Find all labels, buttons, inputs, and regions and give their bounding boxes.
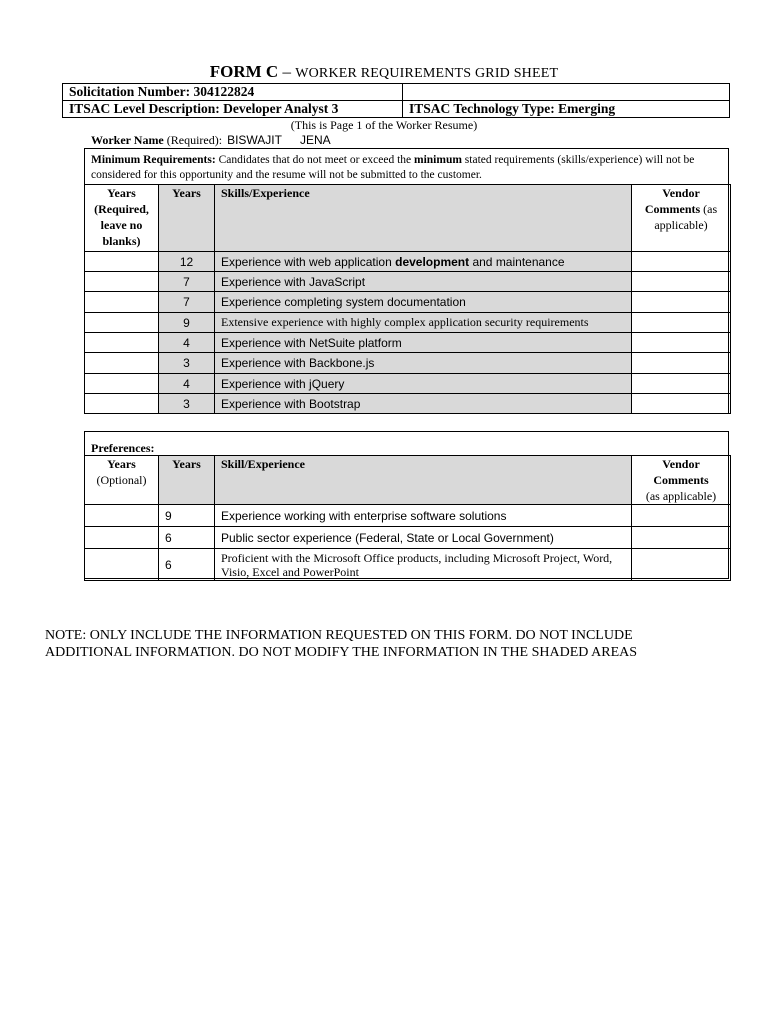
years-required-input[interactable] xyxy=(85,374,159,394)
minimum-requirements-label: Minimum Requirements: xyxy=(91,154,216,166)
col-vendor-comments xyxy=(632,185,731,252)
vendor-comment-input[interactable] xyxy=(632,374,731,394)
vendor-comment-input[interactable] xyxy=(632,252,731,272)
col-years-required-l2: (Required, xyxy=(94,202,149,216)
table-row xyxy=(85,394,731,414)
col-years-optional xyxy=(85,456,159,505)
skill-cell: Proficient with the Microsoft Office products, including Microsoft Project, Word, Visio, Excel and PowerPoint xyxy=(215,549,632,581)
preferences-label: Preferences: xyxy=(91,441,155,455)
intro-text-2: stated requirements (skills/experience) will not be considered for this opportunity and the resume will not be submitted to the customer. xyxy=(91,154,695,181)
skill-cell: Experience with JavaScript xyxy=(215,272,632,292)
worker-required-text: (Required): xyxy=(163,133,226,147)
minimum-requirements-intro xyxy=(85,149,728,183)
years-optional-input[interactable] xyxy=(85,527,159,549)
worker-name-value[interactable] xyxy=(227,133,331,147)
skill-cell: Public sector experience (Federal, State or Local Government) xyxy=(215,527,632,549)
col-years: Years xyxy=(159,185,215,252)
table-row xyxy=(85,505,731,527)
itsac-tech-type: ITSAC Technology Type: Emerging xyxy=(403,101,730,118)
table-row xyxy=(85,549,731,581)
col-vendor-l1: Vendor xyxy=(662,186,700,200)
preferences-section xyxy=(84,431,729,579)
vendor-comment-input[interactable] xyxy=(632,549,731,581)
col-years-required xyxy=(85,185,159,252)
years-optional-input[interactable] xyxy=(85,505,159,527)
years-required-input[interactable] xyxy=(85,333,159,353)
worker-name-line xyxy=(91,133,331,148)
worker-name-label: Worker Name xyxy=(91,133,164,147)
form-title-dash: – xyxy=(278,62,296,81)
years-cell: 9 xyxy=(159,505,215,527)
form-note-line-1: NOTE: ONLY INCLUDE THE INFORMATION REQUESTED ON THIS FORM. DO NOT INCLUDE xyxy=(45,628,633,643)
worker-last-name: JENA xyxy=(299,133,331,147)
table-row xyxy=(85,272,731,292)
years-cell: 7 xyxy=(159,292,215,313)
vendor-comment-input[interactable] xyxy=(632,394,731,414)
form-note-line-2: ADDITIONAL INFORMATION. DO NOT MODIFY THE INFORMATION IN THE SHADED AREAS xyxy=(45,645,638,660)
col-years-required-l3: leave no xyxy=(100,218,143,232)
intro-text-1: Candidates that do not meet or exceed the xyxy=(215,154,414,166)
col-skill: Skill/Experience xyxy=(215,456,632,505)
itsac-level: ITSAC Level Description: Developer Analyst 3 xyxy=(63,101,403,118)
col-years-optional-l2: (Optional) xyxy=(96,473,147,487)
col-vendor-l2: Comments xyxy=(644,202,701,216)
skill-cell: Experience with NetSuite platform xyxy=(215,333,632,353)
years-required-input[interactable] xyxy=(85,252,159,272)
years-cell: 4 xyxy=(159,374,215,394)
skill-text-post: and maintenance xyxy=(469,254,565,269)
col-vendor-comments xyxy=(632,456,731,505)
skill-cell xyxy=(215,252,632,272)
skill-cell: Experience with Backbone.js xyxy=(215,353,632,374)
col-vendor-l4: applicable) xyxy=(654,218,708,232)
vendor-comment-input[interactable] xyxy=(632,505,731,527)
page-note: (This is Page 1 of the Worker Resume) xyxy=(290,118,478,132)
years-cell: 6 xyxy=(159,527,215,549)
solicitation-number: Solicitation Number: 304122824 xyxy=(63,84,403,101)
skill-cell: Experience completing system documentation xyxy=(215,292,632,313)
form-title xyxy=(0,62,768,82)
form-title-code: FORM C xyxy=(209,62,279,81)
header-blank-cell xyxy=(403,84,730,101)
table-row xyxy=(85,313,731,333)
table-row xyxy=(85,333,731,353)
table-row xyxy=(85,292,731,313)
skill-cell: Experience working with enterprise software solutions xyxy=(215,505,632,527)
skill-text: Experience with web application xyxy=(221,254,396,269)
years-required-input[interactable] xyxy=(85,353,159,374)
col-years: Years xyxy=(159,456,215,505)
years-cell: 3 xyxy=(159,353,215,374)
form-title-text: WORKER REQUIREMENTS GRID SHEET xyxy=(295,66,559,81)
years-required-input[interactable] xyxy=(85,292,159,313)
preferences-table xyxy=(84,455,731,581)
years-cell: 3 xyxy=(159,394,215,414)
vendor-comment-input[interactable] xyxy=(632,353,731,374)
skill-cell: Extensive experience with highly complex application security requirements xyxy=(215,313,632,333)
minimum-header-row xyxy=(85,185,731,252)
years-cell: 12 xyxy=(159,252,215,272)
worker-first-name: BISWAJIT xyxy=(227,133,282,147)
years-required-input[interactable] xyxy=(85,394,159,414)
years-optional-input[interactable] xyxy=(85,549,159,581)
years-cell: 4 xyxy=(159,333,215,353)
vendor-comment-input[interactable] xyxy=(632,527,731,549)
header-table xyxy=(62,83,730,118)
skill-cell: Experience with jQuery xyxy=(215,374,632,394)
col-vendor-l3: (as xyxy=(700,202,718,216)
table-row xyxy=(85,252,731,272)
intro-minimum-word: minimum xyxy=(414,154,462,166)
col-vendor-l1: Vendor xyxy=(662,457,700,471)
col-years-optional-l1: Years xyxy=(107,457,136,471)
col-years-required-l4: blanks) xyxy=(102,234,141,248)
table-row xyxy=(85,374,731,394)
vendor-comment-input[interactable] xyxy=(632,292,731,313)
vendor-comment-input[interactable] xyxy=(632,272,731,292)
minimum-requirements-table xyxy=(84,184,731,414)
col-years-required-l1: Years xyxy=(107,186,136,200)
vendor-comment-input[interactable] xyxy=(632,333,731,353)
skill-text-bold: development xyxy=(395,254,470,269)
form-note xyxy=(45,627,725,661)
table-row xyxy=(85,527,731,549)
skill-cell: Experience with Bootstrap xyxy=(215,394,632,414)
vendor-comment-input[interactable] xyxy=(632,313,731,333)
years-required-input[interactable] xyxy=(85,272,159,292)
col-vendor-l2: Comments xyxy=(653,473,709,487)
preferences-header-row xyxy=(85,456,731,505)
col-vendor-l3: (as applicable) xyxy=(645,489,717,503)
years-required-input[interactable] xyxy=(85,313,159,333)
minimum-requirements-section xyxy=(84,148,729,414)
years-cell: 7 xyxy=(159,272,215,292)
years-cell: 6 xyxy=(159,549,215,581)
col-skills: Skills/Experience xyxy=(215,185,632,252)
years-cell: 9 xyxy=(159,313,215,333)
table-row xyxy=(85,353,731,374)
